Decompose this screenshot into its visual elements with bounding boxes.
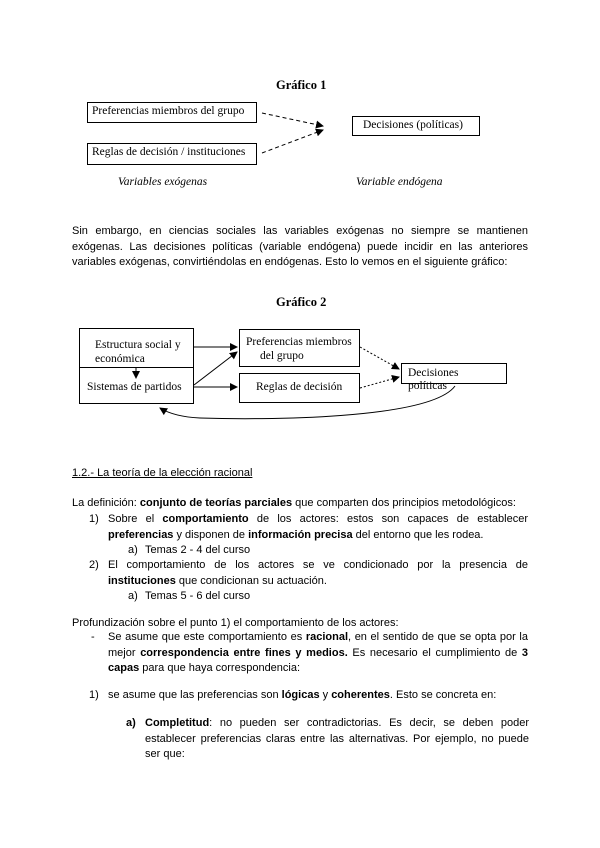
completitud-number: a) <box>126 717 136 729</box>
paragraph1-line1: Sin embargo, en ciencias sociales las variables exógenas no siempre se mantienen <box>72 225 528 237</box>
profundizacion-intro: Profundización sobre el punto 1) el comportamiento de los actores: <box>72 617 399 629</box>
arrow-preferencias-decisiones <box>360 347 399 369</box>
label-endogena: Variable endógena <box>356 176 443 188</box>
arrow-reglas-decisiones <box>360 377 399 388</box>
point1-number: 1) <box>89 689 99 701</box>
item1-line1: Sobre el comportamiento de los actores: estos son capaces de establecer <box>108 513 529 525</box>
box-estructura-line2: económica <box>95 353 145 365</box>
item1-line2: preferencias y disponen de información precisa del entorno que les rodea. <box>108 528 484 541</box>
item2-text <box>108 558 528 589</box>
box-reglas-g2: Reglas de decisión <box>239 373 360 403</box>
completitud-text <box>145 716 529 763</box>
grafico1-box-reglas: Reglas de decisión / instituciones <box>87 143 257 165</box>
item2-sub: Temas 5 - 6 del curso <box>145 590 251 602</box>
point1-text: se asume que las preferencias son lógicas y coherentes. Esto se concreta en: <box>108 689 497 701</box>
paragraph1-line2: exógenas. Las decisiones políticas (variable endógena) puede incidir en las anteriores <box>72 240 528 253</box>
item2-sub-number: a) <box>128 590 138 602</box>
profundizacion-line3: capas para que haya correspondencia: <box>108 662 301 674</box>
item2-line2: instituciones que condicionan su actuación. <box>108 574 327 587</box>
completitud-line3: ser que: <box>145 748 185 760</box>
item1-text <box>108 512 528 543</box>
box-sistemas: Sistemas de partidos <box>87 381 182 393</box>
completitud-line1: Completitud: no pueden ser contradictorias. Es decir, se deben poder <box>145 717 529 729</box>
arrow-sistemas-preferencias <box>194 352 237 385</box>
item2-line1: El comportamiento de los actores se ve condicionado por la presencia de <box>108 559 528 571</box>
definition-prefix: La definición: <box>72 497 140 509</box>
item1-number: 1) <box>89 513 99 525</box>
grafico2-title: Gráfico 2 <box>276 295 327 309</box>
paragraph1-line3: variables exógenas, convirtiéndolas en endógenas. Esto lo vemos en el siguiente gráfico: <box>72 256 508 268</box>
definition-bold: conjunto de teorías parciales <box>139 497 293 509</box>
box-preferencias-g2-line2: del grupo <box>260 350 304 362</box>
definition-line <box>72 496 532 512</box>
box-estructura-line1: Estructura social y <box>95 339 181 351</box>
box-preferencias-g2-line1: Preferencias miembros <box>246 336 352 348</box>
box-decisiones-g2: Decisiones políticas <box>401 363 507 384</box>
profundizacion-text <box>108 630 528 677</box>
item1-sub: Temas 2 - 4 del curso <box>145 544 251 556</box>
grafico1-box-preferencias: Preferencias miembros del grupo <box>87 102 257 123</box>
item2-number: 2) <box>89 559 99 571</box>
item1-sub-number: a) <box>128 544 138 556</box>
definition-suffix: que comparten dos principios metodológicos: <box>292 497 516 509</box>
label-exogenas: Variables exógenas <box>118 176 208 188</box>
grafico1-title: Gráfico 1 <box>276 78 327 92</box>
profundizacion-line1: Se asume que este comportamiento es racional, en el sentido de que se opta por la <box>108 631 528 643</box>
grafico1-box-decisiones: Decisiones (políticas) <box>352 116 480 136</box>
arrow-feedback <box>160 386 455 419</box>
profundizacion-dash: - <box>91 631 95 643</box>
completitud-line2: establecer preferencias claras entre las alternativas. Por ejemplo, no puede <box>145 732 529 745</box>
profundizacion-line2: mejor correspondencia entre fines y medios. Es necesario el cumplimiento de 3 <box>108 646 529 659</box>
section-heading: 1.2.- La teoría de la elección racional <box>72 467 253 479</box>
